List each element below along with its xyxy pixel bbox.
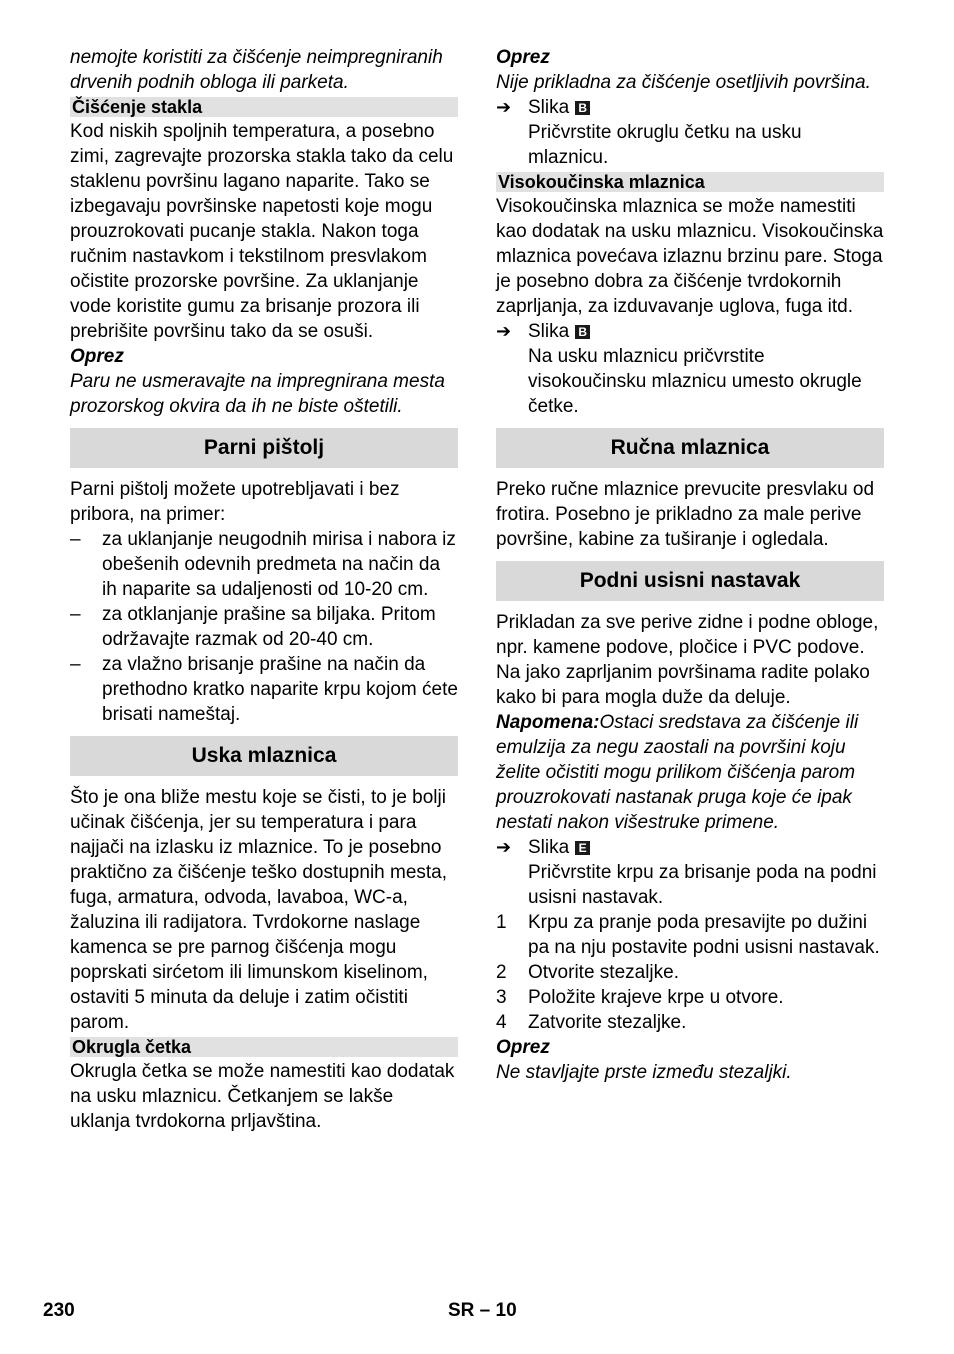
step-number: 4: [496, 1012, 507, 1033]
figure-label: Slika: [528, 837, 570, 858]
step-text: Krpu za pranje poda presavijte po dužini pa na nju postavite podni usisni nastavak.: [528, 912, 880, 958]
note-paragraph: [496, 710, 884, 835]
dash-bullet: –: [70, 604, 81, 625]
step-number: 2: [496, 962, 507, 983]
step-text: Položite krajeve krpe u otvore.: [528, 987, 784, 1008]
figure-instruction: Na usku mlaznicu pričvrstite visokoučinsku mlaznicu umesto okrugle četke.: [528, 346, 862, 417]
step-number: 3: [496, 987, 507, 1008]
figure-reference: [496, 319, 884, 419]
floor-nozzle-heading: Podni usisni nastavak: [496, 561, 884, 601]
narrow-nozzle-text: Što je ona bliže mestu koje se čisti, to je bolji učinak čišćenja, jer su temperatura i para najjači na izlasku iz mlaznice. To je posebno praktično za čišćenje teško dostupnih mesta, fuga, armatura, odvoda, lavaboa, WC-a, žaluzina ili radijatora. Tvrdokorne naslage kamenca se pre parnog čišćenja mogu poprskati sirćetom ili limunskom kiselinom, ostaviti 5 minuta da deluje i zatim očistiti parom.: [70, 787, 448, 1033]
list-item: [70, 527, 458, 602]
arrow-right-icon: ➔: [496, 97, 512, 117]
caution-text: Paru ne usmeravajte na impregnirana mesta prozorskog okvira da ih ne biste oštetili.: [70, 371, 445, 417]
step-text: Zatvorite stezaljke.: [528, 1012, 687, 1033]
list-item-text: za otklanjanje prašine sa biljaka. Pritom održavajte razmak od 20-40 cm.: [102, 604, 436, 650]
steam-gun-heading: Parni pištolj: [70, 428, 458, 468]
caution-label: Oprez: [496, 47, 550, 68]
figure-label: Slika: [528, 97, 570, 118]
step-item: [496, 960, 884, 985]
caution-text: Ne stavljajte prste između stezaljki.: [496, 1062, 792, 1083]
note-text: Ostaci sredstava za čišćenje ili emulzija za negu zaostali na površini koju želite očistiti mogu prilikom čišćenja parom prouzrokovati nastanak pruga koje će ipak nestati nakon višestruke primene.: [496, 712, 859, 833]
list-item: [70, 602, 458, 652]
power-nozzle-heading: Visokoučinska mlaznica: [496, 172, 884, 192]
power-nozzle-text: Visokoučinska mlaznica se može namestiti kao dodatak na usku mlaznicu. Visokoučinska mlaznica povećava izlaznu brzinu pare. Stoga je posebno dobra za čišćenje tvrdokornih zaprljanja, za izduvavanje uglova, fuga itd.: [496, 196, 884, 317]
narrow-nozzle-heading: Uska mlaznica: [70, 736, 458, 776]
figure-letter-badge: B: [575, 101, 590, 115]
dash-bullet: –: [70, 529, 81, 550]
caution-label: Oprez: [70, 346, 124, 367]
list-item-text: za vlažno brisanje prašine na način da prethodno kratko naparite krpu kojom ćete brisati nameštaj.: [102, 654, 458, 725]
glass-cleaning-heading: Čišćenje stakla: [70, 97, 458, 117]
glass-cleaning-text: Kod niskih spoljnih temperatura, a posebno zimi, zagrevajte prozorska stakla tako da celu staklenu površinu lagano naparite. Tako se izbegavaju površinske napetosti koje mogu prouzrokovati pucanje stakla. Nakon toga ručnim nastavkom i tekstilnom presvlakom očistite prozorske površine. Za uklanjanje vode koristite gumu za brisanje prozora ili prebrišite površinu tako da se osuši.: [70, 121, 454, 342]
arrow-right-icon: ➔: [496, 837, 512, 857]
page-number: 230: [43, 1300, 75, 1321]
figure-letter-badge: E: [575, 841, 590, 855]
round-brush-text: Okrugla četka se može namestiti kao dodatak na usku mlaznicu. Četkanjem se lakše uklanja tvrdokorna prljavština.: [70, 1061, 455, 1132]
step-item: [496, 1010, 884, 1035]
figure-reference: [496, 835, 884, 910]
figure-instruction: Pričvrstite okruglu četku na usku mlaznicu.: [528, 122, 802, 168]
step-item: [496, 910, 884, 960]
note-label: Napomena:: [496, 712, 600, 733]
list-item-text: za uklanjanje neugodnih mirisa i nabora iz obešenih odevnih predmeta na način da ih naparite sa udaljenosti od 10-20 cm.: [102, 529, 456, 600]
step-number: 1: [496, 912, 507, 933]
figure-letter-badge: B: [575, 325, 590, 339]
figure-instruction: Pričvrstite krpu za brisanje poda na podni usisni nastavak.: [528, 862, 877, 908]
step-item: [496, 985, 884, 1010]
steam-gun-text: Parni pištolj možete upotrebljavati i bez pribora, na primer:: [70, 479, 400, 525]
figure-label: Slika: [528, 321, 570, 342]
hand-nozzle-heading: Ručna mlaznica: [496, 428, 884, 468]
round-brush-heading: Okrugla četka: [70, 1037, 458, 1057]
caution-text: Nije prikladna za čišćenje osetljivih površina.: [496, 72, 871, 93]
arrow-right-icon: ➔: [496, 321, 512, 341]
list-item: [70, 652, 458, 727]
dash-bullet: –: [70, 654, 81, 675]
hand-nozzle-text: Preko ručne mlaznice prevucite presvlaku od frotira. Posebno je prikladno za male perive površine, kabine za tuširanje i ogledala.: [496, 479, 875, 550]
floor-nozzle-text: Prikladan za sve perive zidne i podne obloge, npr. kamene podove, pločice i PVC podove. Na jako zaprljanim površinama radite polako kako bi para mogla duže da deluje.: [496, 612, 879, 708]
step-text: Otvorite stezaljke.: [528, 962, 679, 983]
caution-label: Oprez: [496, 1037, 550, 1058]
left-column: [70, 45, 458, 1134]
figure-reference: [496, 95, 884, 170]
right-column: [496, 45, 884, 1085]
page-code: SR – 10: [448, 1300, 517, 1321]
intro-italic-text: nemojte koristiti za čišćenje neimpregniranih drvenih podnih obloga ili parketa.: [70, 47, 443, 93]
